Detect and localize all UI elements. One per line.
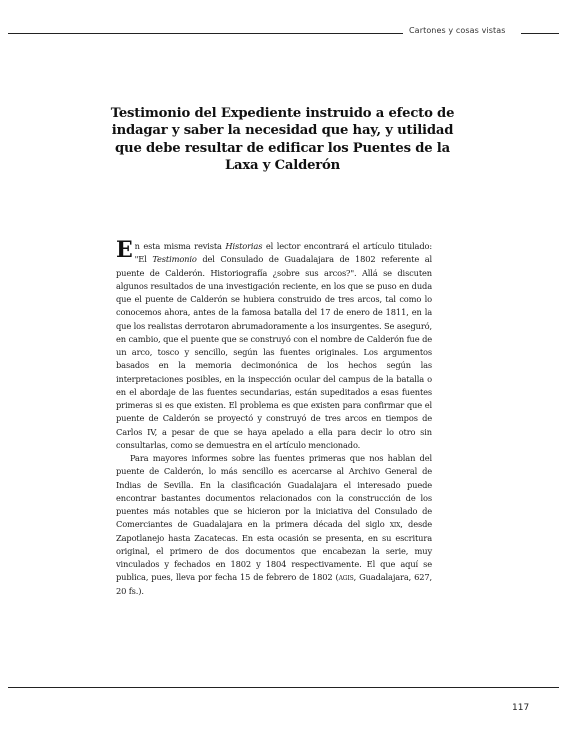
header-rule-right <box>521 33 559 34</box>
p2-smallcaps-century: xix <box>389 519 401 530</box>
p2-smallcaps-archive: agis <box>338 572 354 583</box>
p1-italic-journal: Historias <box>225 241 263 251</box>
paragraph-2 <box>116 452 432 598</box>
p2-text-1: Para mayores informes sobre las fuentes primeras que nos hablan del puente de Calderón, lo más sencillo es acercarse al Archivo General de Indias de Sevilla. En la clasificación Guadalajara el interesado puede encontrar bastantes documentos relacionados con la construcción de los puentes más notables que se hicieron por la iniciativa del Consulado de Comerciantes de Guadalajara en la primera década del siglo <box>116 453 432 530</box>
article-body <box>116 237 432 598</box>
page-number: 117 <box>512 703 530 713</box>
p1-text-2: el lector encontrará el artículo titulado: "El <box>134 241 432 265</box>
p1-italic-testimonio: Testimonio <box>152 254 197 265</box>
drop-cap: E <box>116 237 133 263</box>
p1-text-3: del Consulado de Guadalajara de 1802 referente al puente de Calderón. Historiografía ¿sobre sus arcos?". Allá se discuten algunos resultados de una investigación reciente, en los que se puso en duda que el puente de Calderón se hubiera construido de tres arcos, tal como lo conocemos ahora, antes de la famosa batalla del 17 de enero de 1811, en la que los realistas derrotaron abrumadoramente a los insurgentes. Se aseguró, en cambio, que el puente que se construyó con el nombre de Calderón fue de un arco, tosco y sencillo, según las fuentes originales. Los argumentos basados en la memoria decimonónica de los hechos según las interpretaciones posibles, en la inspección ocular del campus de la batalla o en el abordaje de las fuentes secundarias, están supeditados a esas fuentes primeras si es que existen. El problema es que existen para confirmar que el puente de Calderón se proyectó y construyó de tres arcos en tiempos de Carlos IV, a pesar de que se haya apelado a ella para decir lo otro sin consultarlas, como se demuestra en el artículo mencionado. <box>116 254 432 450</box>
running-head: Cartones y cosas vistas <box>409 26 506 35</box>
paragraph-1 <box>116 237 432 452</box>
footer-rule <box>8 687 559 688</box>
p1-text-1: n esta misma revista <box>134 241 226 251</box>
p2-text-3: , Guadalajara, 627, 20 fs.). <box>116 572 432 596</box>
p2-text-2: , desde Zapotlanejo hasta Zacatecas. En esta ocasión se presenta, en su escritura original, el primero de dos documentos que encabezan la serie, muy vinculados y fechados en 1802 y 1804 respectivamente. El que aquí se publica, pues, lleva por fecha 15 de febrero de 1802 ( <box>116 519 432 583</box>
header-rule-left <box>8 33 403 34</box>
article-title: Testimonio del Expediente instruido a efecto de indagar y saber la necesidad que hay, y utilidad que debe resultar de edificar los Puentes de la Laxa y Calderón <box>110 105 455 174</box>
